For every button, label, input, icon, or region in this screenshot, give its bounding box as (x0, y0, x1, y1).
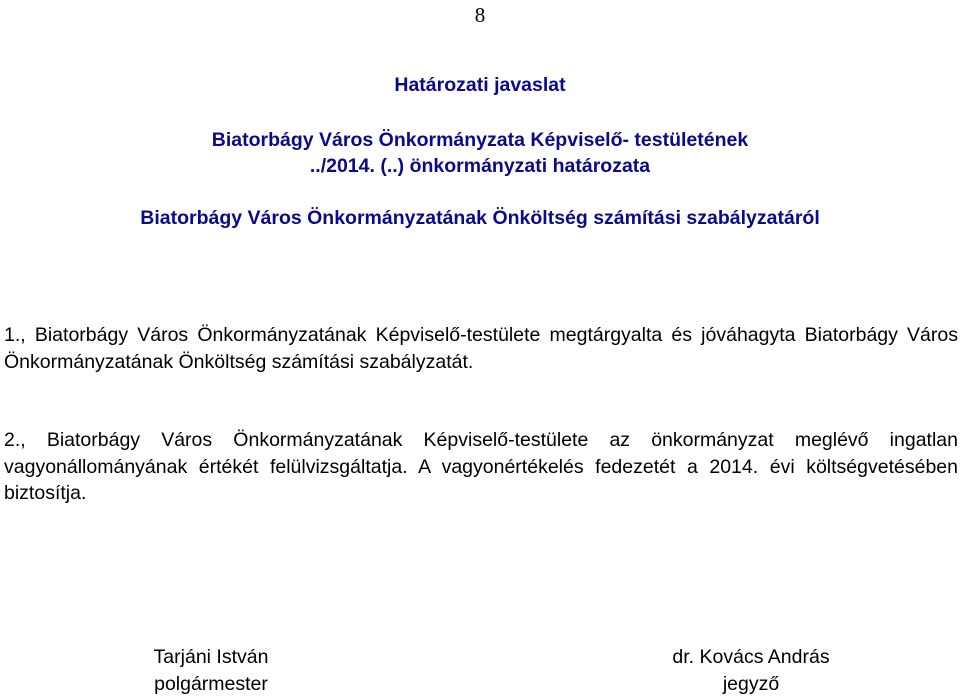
mayor-title: polgármester (140, 671, 282, 697)
proposal-title: Határozati javaslat (0, 72, 960, 98)
notary-name: dr. Kovács András (650, 644, 852, 671)
board-line: Biatorbágy Város Önkormányzata Képviselő- testületének (0, 127, 960, 153)
resolution-paragraph-2: 2., Biatorbágy Város Önkormányzatának Képviselő-testülete az önkormányzat meglévő ingatlan vagyonállományának értékét felülvizsgáltatja. A vagyonértékelés fedezetét a 2014. évi költségvetésében biztosítja. (4, 427, 958, 507)
page-number: 8 (0, 2, 960, 28)
resolution-number-line: ../2014. (..) önkormányzati határozata (0, 153, 960, 179)
notary-title: jegyző (650, 671, 852, 697)
notary-signature-block (650, 644, 852, 697)
mayor-name: Tarjáni István (140, 644, 282, 671)
mayor-signature-block (140, 644, 282, 697)
resolution-subject: Biatorbágy Város Önkormányzatának Önköltség számítási szabályzatáról (0, 205, 960, 231)
resolution-paragraph-1: 1., Biatorbágy Város Önkormányzatának Képviselő-testülete megtárgyalta és jóváhagyta Biatorbágy Város Önkormányzatának Önköltség számítási szabályzatát. (4, 322, 958, 375)
